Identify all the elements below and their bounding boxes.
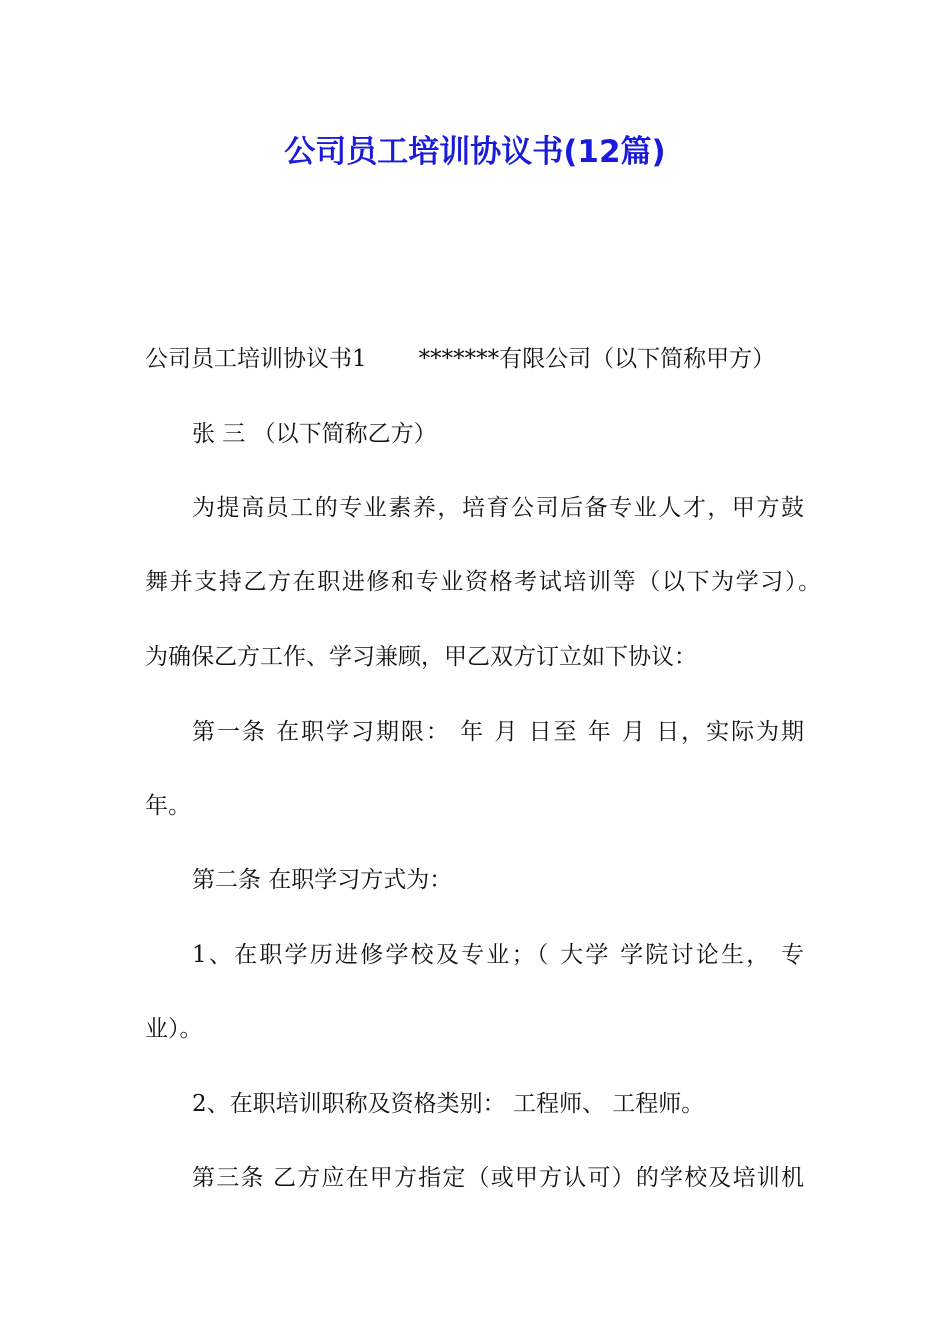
article-three-line: 第三条 乙方应在甲方指定（或甲方认可）的学校及培训机 <box>192 1165 804 1191</box>
party-b-line: 张 三 （以下简称乙方） <box>192 421 437 447</box>
paragraph-line: 为提高员工的专业素养，培育公司后备专业人才，甲方鼓 <box>192 495 804 521</box>
document-title: 公司员工培训协议书(12篇) <box>284 134 666 170</box>
party-a-line: *******有限公司（以下简称甲方） <box>418 346 776 372</box>
article-one-line: 第一条 在职学习期限： 年 月 日至 年 月 日，实际为期 <box>192 719 804 745</box>
list-item: 2、在职培训职称及资格类别： 工程师、 工程师。 <box>192 1091 705 1117</box>
paragraph-line: 为确保乙方工作、学习兼顾，甲乙双方订立如下协议： <box>145 644 697 670</box>
paragraph-line: 舞并支持乙方在职进修和专业资格考试培训等（以下为学习）。 <box>145 569 821 595</box>
paragraph-line: 年。 <box>145 793 191 819</box>
article-two-line: 第二条 在职学习方式为： <box>192 867 453 893</box>
list-item: 1、在职学历进修学校及专业；（ 大学 学院讨论生， 专 <box>192 942 804 968</box>
paragraph-line: 业）。 <box>145 1016 203 1042</box>
paragraph-line <box>145 343 775 375</box>
agreement-heading: 公司员工培训协议书1 <box>145 346 367 372</box>
